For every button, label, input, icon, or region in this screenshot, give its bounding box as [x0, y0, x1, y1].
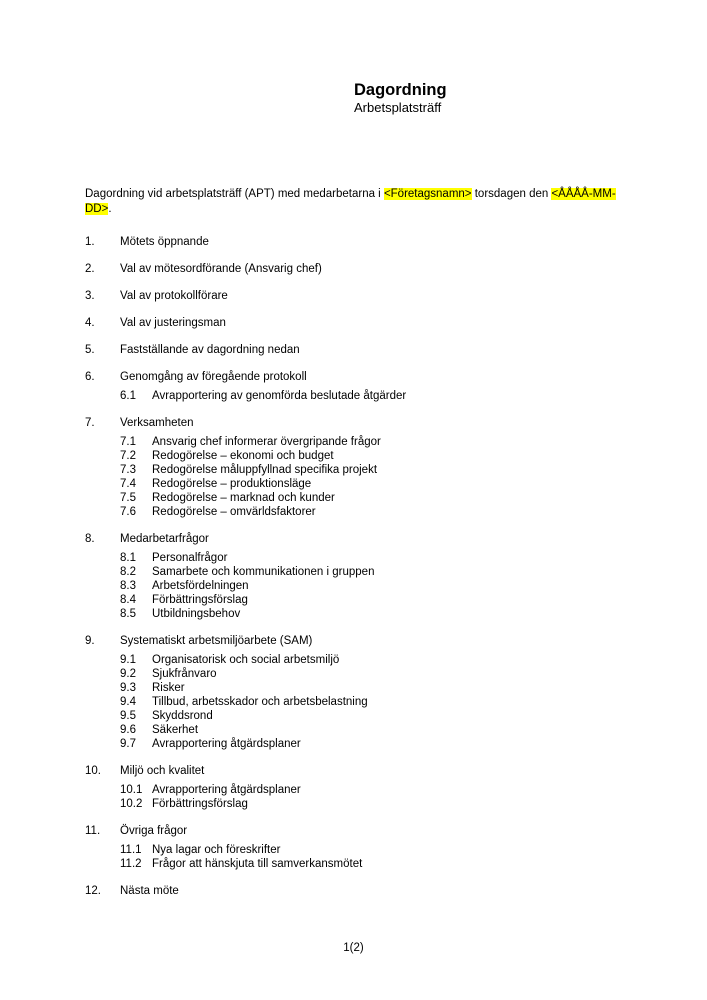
agenda-item-number: 12.	[85, 885, 101, 897]
agenda-item-number: 2.	[85, 263, 95, 275]
agenda-subitems	[85, 435, 622, 519]
agenda-subitem-label: Förbättringsförslag	[152, 594, 248, 606]
agenda-subitems	[85, 389, 622, 403]
agenda-subitem-number: 7.2	[120, 450, 136, 462]
company-placeholder-highlight: <Företagsnamn>	[383, 188, 472, 200]
intro-text-before-company: Dagordning vid arbetsplatsträff (APT) med medarbetarna i	[85, 188, 384, 200]
agenda-group	[85, 634, 622, 751]
agenda-subitem-number: 7.3	[120, 464, 136, 476]
agenda-subitem	[85, 463, 622, 477]
agenda-group	[85, 235, 622, 249]
agenda-group	[85, 884, 622, 898]
agenda-item	[85, 532, 622, 546]
agenda-subitem-number: 7.4	[120, 478, 136, 490]
agenda-item	[85, 343, 622, 357]
agenda-item-label: Miljö och kvalitet	[120, 765, 205, 777]
agenda-group	[85, 532, 622, 621]
agenda-item-label: Övriga frågor	[120, 825, 188, 837]
agenda-item	[85, 289, 622, 303]
agenda-subitem-label: Redogörelse måluppfyllnad specifika projekt	[152, 464, 378, 476]
agenda-subitem-number: 10.2	[120, 798, 143, 810]
agenda-subitems	[85, 653, 622, 751]
agenda-subitem	[85, 843, 622, 857]
agenda-subitem-label: Redogörelse – marknad och kunder	[152, 492, 335, 504]
agenda-subitem	[85, 435, 622, 449]
agenda-subitem	[85, 389, 622, 403]
agenda-subitem	[85, 449, 622, 463]
agenda-subitem-label: Avrapportering av genomförda beslutade åtgärder	[152, 390, 407, 402]
agenda-subitem	[85, 737, 622, 751]
agenda-item-label: Val av mötesordförande (Ansvarig chef)	[120, 263, 322, 275]
agenda-subitem-label: Redogörelse – produktionsläge	[152, 478, 312, 490]
agenda-subitem-label: Redogörelse – ekonomi och budget	[152, 450, 334, 462]
agenda-item-number: 3.	[85, 290, 95, 302]
agenda-subitem-label: Sjukfrånvaro	[152, 668, 217, 680]
agenda-subitem-label: Frågor att hänskjuta till samverkansmötet	[152, 858, 363, 870]
agenda-subitem-number: 9.3	[120, 682, 136, 694]
agenda-subitem	[85, 695, 622, 709]
agenda-subitem-number: 7.6	[120, 506, 136, 518]
agenda-item-label: Systematiskt arbetsmiljöarbete (SAM)	[120, 635, 313, 647]
agenda-list	[85, 235, 622, 898]
page-number: 1(2)	[343, 942, 364, 954]
agenda-subitem	[85, 477, 622, 491]
agenda-subitem	[85, 667, 622, 681]
agenda-subitem-number: 8.1	[120, 552, 136, 564]
agenda-subitem-label: Arbetsfördelningen	[152, 580, 249, 592]
agenda-group	[85, 343, 622, 357]
agenda-subitem-number: 11.2	[120, 858, 142, 870]
agenda-subitem	[85, 565, 622, 579]
agenda-item-number: 4.	[85, 317, 95, 329]
agenda-subitem-number: 9.5	[120, 710, 136, 722]
agenda-subitem	[85, 579, 622, 593]
agenda-subitem-number: 9.1	[120, 654, 136, 666]
agenda-item-label: Medarbetarfrågor	[120, 533, 209, 545]
agenda-group	[85, 824, 622, 871]
agenda-item	[85, 824, 622, 838]
agenda-subitem-number: 7.5	[120, 492, 136, 504]
agenda-subitems	[85, 783, 622, 811]
agenda-subitem-label: Skyddsrond	[152, 710, 213, 722]
agenda-subitem-label: Säkerhet	[152, 724, 199, 736]
agenda-item-number: 5.	[85, 344, 95, 356]
agenda-subitem-number: 6.1	[120, 390, 136, 402]
agenda-subitem	[85, 505, 622, 519]
agenda-group	[85, 764, 622, 811]
intro-text-between: torsdagen den	[471, 188, 552, 200]
agenda-subitem-label: Tillbud, arbetsskador och arbetsbelastning	[152, 696, 368, 708]
agenda-subitem-label: Utbildningsbehov	[152, 608, 241, 620]
agenda-subitem-label: Avrapportering åtgärdsplaner	[152, 738, 301, 750]
agenda-item	[85, 316, 622, 330]
agenda-item	[85, 764, 622, 778]
agenda-item-label: Mötets öppnande	[120, 236, 209, 248]
agenda-subitem	[85, 491, 622, 505]
agenda-item	[85, 884, 622, 898]
agenda-subitem-number: 9.4	[120, 696, 136, 708]
agenda-group	[85, 416, 622, 519]
agenda-subitem	[85, 681, 622, 695]
agenda-subitem-number: 9.6	[120, 724, 136, 736]
agenda-subitem-number: 10.1	[120, 784, 143, 796]
agenda-subitems	[85, 843, 622, 871]
agenda-subitem	[85, 857, 622, 871]
agenda-group	[85, 262, 622, 276]
agenda-item-label: Val av protokollförare	[120, 290, 228, 302]
agenda-subitem-label: Ansvarig chef informerar övergripande frågor	[152, 436, 381, 448]
agenda-item-number: 1.	[85, 236, 95, 248]
agenda-item	[85, 634, 622, 648]
date-placeholder-highlight: <ÅÅÅÅ-MM-DD>	[85, 188, 616, 215]
agenda-group	[85, 370, 622, 403]
agenda-subitem	[85, 709, 622, 723]
agenda-subitem	[85, 723, 622, 737]
agenda-subitem-number: 8.2	[120, 566, 136, 578]
agenda-item-number: 7.	[85, 417, 95, 429]
agenda-item-number: 11.	[85, 825, 101, 837]
agenda-subitem	[85, 797, 622, 811]
agenda-item-number: 6.	[85, 371, 95, 383]
agenda-item-label: Verksamheten	[120, 417, 194, 429]
agenda-subitem-number: 7.1	[120, 436, 136, 448]
agenda-item-label: Genomgång av föregående protokoll	[120, 371, 307, 383]
agenda-item-number: 9.	[85, 635, 95, 647]
agenda-subitem-number: 11.1	[120, 844, 142, 856]
agenda-item-label: Val av justeringsman	[120, 317, 226, 329]
agenda-item	[85, 235, 622, 249]
agenda-subitem-label: Nya lagar och föreskrifter	[152, 844, 281, 856]
agenda-subitem-number: 8.5	[120, 608, 136, 620]
agenda-group	[85, 316, 622, 330]
agenda-subitem-label: Avrapportering åtgärdsplaner	[152, 784, 301, 796]
intro-paragraph	[85, 187, 622, 217]
agenda-item-number: 10.	[85, 765, 101, 777]
agenda-item	[85, 370, 622, 384]
agenda-subitem	[85, 653, 622, 667]
agenda-subitem	[85, 593, 622, 607]
agenda-subitem-label: Förbättringsförslag	[152, 798, 248, 810]
agenda-item-label: Nästa möte	[120, 885, 179, 897]
agenda-subitem-label: Redogörelse – omvärldsfaktorer	[152, 506, 316, 518]
agenda-group	[85, 289, 622, 303]
agenda-item-number: 8.	[85, 533, 95, 545]
agenda-item	[85, 416, 622, 430]
agenda-subitem-number: 8.3	[120, 580, 136, 592]
agenda-subitem-number: 8.4	[120, 594, 136, 606]
agenda-item	[85, 262, 622, 276]
agenda-subitem	[85, 551, 622, 565]
agenda-item-label: Fastställande av dagordning nedan	[120, 344, 300, 356]
agenda-subitem-number: 9.7	[120, 738, 136, 750]
agenda-subitem-number: 9.2	[120, 668, 136, 680]
title-block	[354, 80, 447, 115]
agenda-subitem-label: Personalfrågor	[152, 552, 228, 564]
page-subtitle: Arbetsplatsträff	[354, 100, 442, 115]
agenda-subitem	[85, 783, 622, 797]
agenda-subitem	[85, 607, 622, 621]
document-body	[85, 187, 622, 898]
agenda-subitems	[85, 551, 622, 621]
intro-text-after: .	[108, 203, 112, 215]
page-title: Dagordning	[354, 81, 447, 99]
agenda-subitem-label: Risker	[152, 682, 185, 694]
agenda-subitem-label: Samarbete och kommunikationen i gruppen	[152, 566, 375, 578]
agenda-subitem-label: Organisatorisk och social arbetsmiljö	[152, 654, 340, 666]
